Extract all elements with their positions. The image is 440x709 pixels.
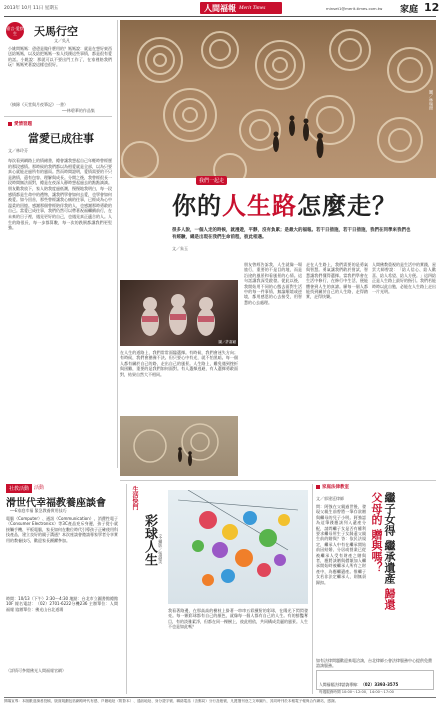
logo-en: Merit Times xyxy=(239,5,266,11)
events-footer: （詳情可參閱佛光人間福報官網） xyxy=(6,668,66,673)
sidebar-badge-text: 嘉言·愛默生 xyxy=(6,26,24,36)
events-title: 滑世代幸福教養座談會 xyxy=(6,498,106,509)
color-balls-illustration xyxy=(168,490,308,604)
legal-tag-label: 家庭法律教室 xyxy=(322,485,349,490)
legal-tag-marker xyxy=(316,485,320,489)
sidebar-divider xyxy=(4,116,112,117)
section-name: 家庭 xyxy=(400,5,419,15)
events-section xyxy=(4,484,124,694)
sidebar-byline: 文／吳凡 xyxy=(54,38,70,43)
hero-col-2: 朋友曾經告訴我，人生就像一場旅行，重要的不是目的地，而是沿途的風景和看風景的心情。這句話讓我深受啟發。從此以後，我開始用不同的心態去面對生活中的每一件事情，無論順境或逆境，都用感恩的心去接受，用智慧的心去處理。 xyxy=(244,262,302,305)
legal-title-a: 繼子女得 xyxy=(383,492,396,536)
sidebar-credit: ──林碧華的作品集 xyxy=(62,108,95,113)
love-byline: 文／林玲芬 xyxy=(8,148,28,153)
sidebar-source: （摘錄《天堂與月夜筆記》一書） xyxy=(8,102,68,107)
page-footer: 開場宣導：本版歡迎讀者投稿，版面規劃包括網路時代有感、戶籍地址（附影本）、通訊地址、身分證字號、聯絡電話（含郵局）分行及帳號，凡獲選刊登之文章圖片，其同時刊於本報電子報與合作網站，感謝。 xyxy=(4,699,339,703)
love-body: 每次看到網路上的情緒書，總會讓我想起自己年輕時曾經歷的那段感情。那時候的我們都以為相愛就是全部，以為只要真心就能走過所有的風雨。然而時間證明，愛情需要的不只是熱情，還有包容、理解與成長。分開之後，我曾經很長一段時間無法面對，總是在夜深人靜時想起過去的點點滴滴。朋友勸我放下，家人陪我度過低潮，慢慢地我明白，每一段感情都是生命中的禮物，讓我們學會如何去愛，也學會如何被愛。如今回首，那些曾經讓我心痛的往事，已經成為心中溫柔的回憶。感謝那個曾經陪伴我的人，也感謝那時勇敢的自己。當愛已成往事，我們仍然可以帶著祝福繼續前行，在未來的日子裡，遇見更好的自己，也遇見真正適合的人。人生的路很長，每一步都算數，每一次的跌倒都讓我們更堅強。 xyxy=(8,158,112,231)
legal-title xyxy=(370,492,396,612)
events-body: 電腦（Computer）、通訊（Communication）、消費性電子（Consumer Electronics）等3C產品充斥身邊，孩子從小就接觸手機、平板電腦，家長如何在數位時代引導孩子正確使用科技產品，建立良好的親子溝通？本次座談會邀請專家學者分享實用的教養技巧，歡迎家長踴躍參加。 xyxy=(6,516,118,543)
photo-caption: 圖／林瑞照 xyxy=(429,90,434,110)
legal-hotline-box xyxy=(316,670,434,694)
legal-byline: 文／郭建廷律師 xyxy=(316,496,344,501)
legal-hours: 每週服務時間 10:00～12:00、14:00～17:00 xyxy=(319,690,394,694)
sidebar-badge xyxy=(6,22,24,40)
love-tag-marker xyxy=(8,122,12,126)
mid-divider xyxy=(120,480,436,481)
legal-hotline-label: 人間福報法律諮詢專線： xyxy=(319,682,361,687)
page-number: 12 xyxy=(424,1,440,14)
events-tag-secondary: 活動 xyxy=(34,485,45,491)
legal-hotline-number: （02）3393-3575 xyxy=(360,682,399,687)
hero-col-3: 走在人生路上，我們需要的是勇氣與智慧。勇氣讓我們敢於嘗試，智慧讓我們懂得選擇。當我們學會在生活中修行，在修行中生活，便能體會到人生的真諦。願每一個人都能找到屬於自己的人生路，走得踏實，走得快樂。 xyxy=(306,262,368,300)
hero-kicker xyxy=(196,176,227,185)
logo-cn: 人間福報 xyxy=(204,2,236,13)
page-header xyxy=(4,0,440,16)
hero-lead: 很多人說，一個人走的時候，就漫遊，平靜，沒有負累；是最大的福報。若干日措施，若干日措施，我們在同學來我們也有經驗，總是出現在我們生命前程，彼此相遇。 xyxy=(172,228,411,240)
sidebar-body: 小姚問媽媽：爸爸是做什麼用的？媽媽說：就是在想好東西送給媽媽，以及給把媽媽一家人找錢這些事情，都是很有愛的話。小姚說：那就可以不要出門工作了，在家裡陪我們玩！媽媽笑著說這樣也很好。 xyxy=(8,46,112,68)
life-rule xyxy=(312,484,313,694)
events-rule xyxy=(126,484,127,694)
love-tag-label: 愛情習題 xyxy=(14,122,32,127)
life-byline: 文·攝影／張淑美 xyxy=(158,534,164,564)
hero-title-part3: 怎麼走？ xyxy=(297,191,397,220)
life-title: 彩球人生 xyxy=(142,514,157,566)
issue-date: 2013年 10月 11日 星期五 xyxy=(4,6,59,11)
life-section xyxy=(128,484,310,694)
events-subtitle: ──E家庭幸福 緊急教養實用技巧 xyxy=(10,508,67,513)
logo xyxy=(200,2,282,14)
hero-title-part2: 人生路 xyxy=(222,191,297,220)
sidebar xyxy=(4,20,114,468)
hero-title-part1: 你的 xyxy=(172,191,222,220)
sidebar-title: 天馬行空 xyxy=(34,25,78,38)
legal-tag xyxy=(316,484,349,490)
header-url: minset1@merit-times.com.tw xyxy=(326,6,383,11)
love-tag xyxy=(8,121,32,127)
hero-photo xyxy=(120,20,436,178)
sand-art-illustration xyxy=(120,20,436,178)
legal-title-b: 繼承遺產 xyxy=(383,539,396,584)
legal-title-d: 贈與嗎？ xyxy=(370,528,383,573)
legal-title-c: 歸還父母的 xyxy=(370,492,396,610)
header-rule xyxy=(4,16,436,17)
hero-kicker-label: 我們一起走 xyxy=(196,176,227,185)
events-info: 時間：10/13（下午）2:30～4:30 地點：台北市立圖書館總館10F 報名電話：（02）2701-6222分機236 主辦單位：人間福報 協辦單位：佛光山台北道場 xyxy=(6,596,118,612)
legal-service: 如有法律問題歡迎來電洽詢，台北律師公會法律服務中心提供免費諮詢服務。 xyxy=(316,658,432,668)
walkers-illustration xyxy=(120,416,238,476)
sidebar-rule xyxy=(117,20,118,468)
hero-col-1: 在人生的道路上，我們常常面臨選擇。有時候，我們會迷失方向；有時候，我們會猶豫不決。但只要心中有光，就不怕黑暗。每一個人都有屬於自己的路，走出自己的風景。人生路上，難免遇到挫折與困難，重要的是我們如何面對。有人選擇逃避，有人選擇勇敢面對，結果自然大不相同。 xyxy=(120,350,238,377)
footer-rule xyxy=(4,697,436,698)
balls-photo xyxy=(168,490,308,604)
statue-caption: 圖／許嘉穎 xyxy=(218,340,236,344)
hero-title xyxy=(172,186,397,221)
love-title: 當愛已成往事 xyxy=(28,132,94,145)
legal-body: 問：阿強在父親過世後，發現父親生前曾將一筆存款贈與繼母的兒子小明。阿強認為這筆錢應該列入遺產分配，請問繼子女是否有權利要求繼母所生子女歸還父親生前的贈與？答：依民法規定，繼承人中有在繼承開始前因結婚、分居或營業已從被繼承人受有財產之贈與者，應將該贈與價額加入繼承開始時被繼承人所有之財產中，為應繼遺產。惟繼子女若非法定繼承人，則無須歸扣。 xyxy=(316,504,366,585)
statue-photo xyxy=(120,280,238,346)
events-tag-label: 社教活動 xyxy=(6,484,32,493)
events-tag xyxy=(6,484,44,493)
legal-section xyxy=(314,484,436,694)
hero-col-4: 人間佛教重視的是生活中的實踐，星雲大師曾說：「給人信心、給人歡喜、給人希望、給人方便。」這四給正是人生路上最好的指引。我們若能時時以此自勉，必能在人生路上走出一片光明。 xyxy=(372,262,436,295)
hero-byline: 文／朱玉 xyxy=(172,246,188,251)
statues-illustration xyxy=(120,280,238,346)
beach-photo xyxy=(120,416,238,476)
life-body: 我看著路邊，在那高高的樹枝上掛著一串串五彩繽紛的彩球，在陽光下閃閃發亮。每一顆彩球都有自己的顏色，就像每一個人都有自己的人生。有的鮮豔奪目，有的淡雅素淨，但都在同一棵樹上，彼此相依，共同構成美麗的風景。人生不也是如此嗎？ xyxy=(168,608,308,630)
life-label: 生活快門 xyxy=(131,486,138,510)
